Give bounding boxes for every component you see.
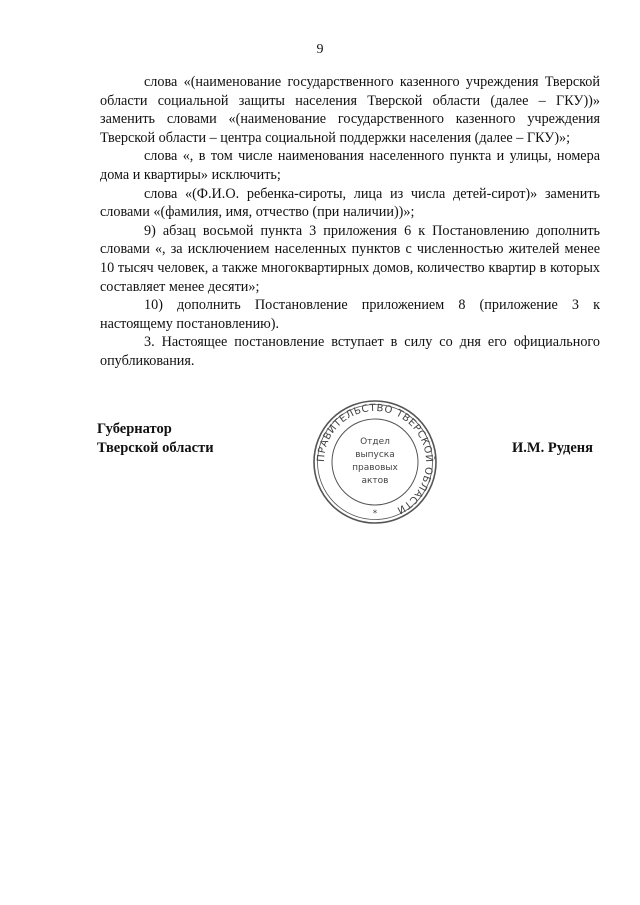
seal-ring-text: ПРАВИТЕЛЬСТВО ТВЕРСКОЙ ОБЛАСТИ xyxy=(315,402,435,516)
seal-center-line-4: актов xyxy=(361,476,389,486)
paragraph-4: 9) абзац восьмой пункта 3 приложения 6 к Постановлению дополнить словами «, за исключением населенных пунктов с численностью жителей менее 10 тысяч человек, а также многоквартирных домов, количество квартир в которых составляет менее десяти»; xyxy=(100,222,600,295)
seal-star-icon: * xyxy=(372,509,378,519)
paragraph-3: слова «(Ф.И.О. ребенка-сироты, лица из числа детей-сирот)» заменить словами «(фамилия, имя, отчество (при наличии))»; xyxy=(100,185,600,221)
paragraph-6: 3. Настоящее постановление вступает в силу со дня его официального опубликования. xyxy=(100,334,600,369)
paragraph-2: слова «, в том числе наименования населенного пункта и улицы, номера дома и квартиры» исключить; xyxy=(100,148,600,183)
official-seal xyxy=(311,398,439,526)
paragraph-5: 10) дополнить Постановление приложением 8 (приложение 3 к настоящему постановлению). xyxy=(100,297,600,332)
seal-center-line-3: правовых xyxy=(352,463,398,473)
signatory-title-line-1: Губернатор xyxy=(97,421,172,437)
signatory-title xyxy=(97,420,214,457)
page-number: 9 xyxy=(316,42,324,57)
signatory-name: И.М. Руденя xyxy=(512,440,594,456)
signatory-title-line-2: Тверской области xyxy=(97,439,214,456)
document-body xyxy=(100,73,600,371)
paragraph-1: слова «(наименование государственного казенного учреждения Тверской области социальной защиты населения Тверской области (далее – ГКУ))» заменить словами «(наименование государственного казенного учреждения Тверской области – центра социальной поддержки населения (далее – ГКУ)»; xyxy=(100,74,600,146)
seal-center-line-1: Отдел xyxy=(360,437,390,447)
seal-center-line-2: выпуска xyxy=(355,450,395,460)
seal-inner-ring xyxy=(332,419,418,505)
